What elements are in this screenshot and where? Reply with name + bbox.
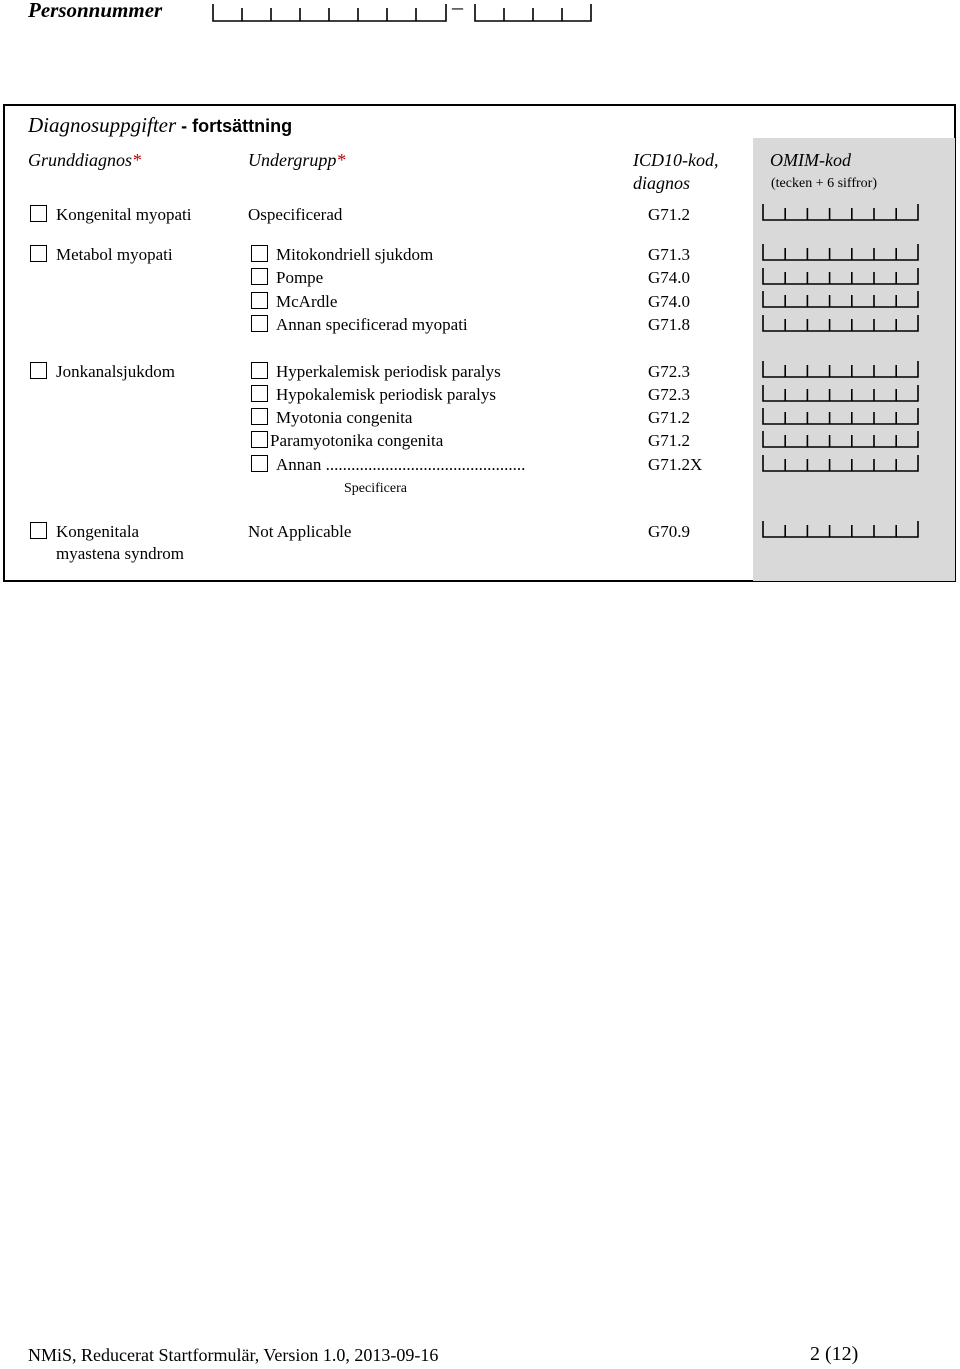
col-header-omim-note: (tecken + 6 siffror) bbox=[771, 176, 877, 191]
omim-code-field[interactable] bbox=[762, 455, 922, 478]
omim-code-field[interactable] bbox=[762, 315, 922, 338]
omim-code-field[interactable] bbox=[762, 204, 922, 227]
subgroup-hyperkalemisk: Hyperkalemisk periodisk paralys bbox=[276, 362, 501, 381]
omim-code-field[interactable] bbox=[762, 385, 922, 408]
checkbox-hypokalemisk[interactable] bbox=[251, 385, 268, 402]
subgroup-not-applicable: Not Applicable bbox=[248, 522, 352, 541]
subgroup-pompe: Pompe bbox=[276, 268, 324, 287]
group-label-jonkanalsjukdom: Jonkanalsjukdom bbox=[56, 362, 175, 381]
omim-code-field[interactable] bbox=[762, 521, 922, 544]
group-label-metabol-myopati: Metabol myopati bbox=[56, 245, 173, 264]
icd-code: G71.2 bbox=[648, 408, 691, 427]
checkbox-annan-specificerad-myopati[interactable] bbox=[251, 315, 268, 332]
col-header-omim: OMIM-kod bbox=[770, 150, 851, 170]
page-number: 2 (12) bbox=[810, 1343, 859, 1365]
omim-code-field[interactable] bbox=[762, 244, 922, 267]
omim-code-field[interactable] bbox=[762, 408, 922, 431]
icd-code: G72.3 bbox=[648, 385, 691, 404]
omim-code-field[interactable] bbox=[762, 268, 922, 291]
col-header-undergrupp-text: Undergrupp bbox=[248, 150, 337, 170]
omim-code-field[interactable] bbox=[762, 361, 922, 384]
personnummer-suffix-field[interactable] bbox=[474, 4, 594, 22]
checkbox-annan[interactable] bbox=[251, 455, 268, 472]
icd-code: G72.3 bbox=[648, 362, 691, 381]
subgroup-myotonia-congenita: Myotonia congenita bbox=[276, 408, 413, 427]
required-mark: * bbox=[336, 150, 346, 170]
checkbox-kongenital-myopati[interactable] bbox=[30, 205, 47, 222]
checkbox-mcardle[interactable] bbox=[251, 292, 268, 309]
footer-version: NMiS, Reducerat Startformulär, Version 1.0, 2013-09-16 bbox=[28, 1345, 439, 1365]
section-title-suffix: - fortsättning bbox=[176, 116, 293, 136]
col-header-grunddiagnos-text: Grunddiagnos bbox=[28, 150, 133, 170]
subgroup-hypokalemisk: Hypokalemisk periodisk paralys bbox=[276, 385, 497, 404]
checkbox-myotonia-congenita[interactable] bbox=[251, 408, 268, 425]
subgroup-mitokondriell-sjukdom: Mitokondriell sjukdom bbox=[276, 245, 434, 264]
checkbox-kongenitala-myastena-syndrom[interactable] bbox=[30, 522, 47, 539]
checkbox-metabol-myopati[interactable] bbox=[30, 245, 47, 262]
subgroup-annan-specificerad-myopati: Annan specificerad myopati bbox=[276, 315, 468, 334]
col-header-icd10-line2: diagnos bbox=[633, 173, 691, 193]
subgroup-paramyotonika-congenita: Paramyotonika congenita bbox=[270, 431, 444, 450]
section-title-main: Diagnosuppgifter bbox=[28, 113, 177, 137]
icd-code: G70.9 bbox=[648, 522, 691, 541]
group-label-kongenital-myopati: Kongenital myopati bbox=[56, 205, 192, 224]
specify-label: Specificera bbox=[344, 481, 407, 496]
col-header-icd10: ICD10-kod, bbox=[633, 150, 719, 170]
omim-code-field[interactable] bbox=[762, 291, 922, 314]
checkbox-paramyotonika-congenita[interactable] bbox=[251, 431, 268, 448]
subgroup-ospecificerad: Ospecificerad bbox=[248, 205, 343, 224]
personnummer-date-field[interactable] bbox=[212, 4, 448, 22]
subgroup-annan-specify-field[interactable]: Annan ............................................... bbox=[276, 455, 526, 474]
required-mark: * bbox=[132, 150, 142, 170]
section-title bbox=[28, 113, 292, 138]
checkbox-mitokondriell-sjukdom[interactable] bbox=[251, 245, 268, 262]
omim-code-field[interactable] bbox=[762, 431, 922, 454]
subgroup-mcardle: McArdle bbox=[276, 292, 338, 311]
group-label-kongenitala: Kongenitala bbox=[56, 522, 140, 541]
icd-code: G71.8 bbox=[648, 315, 691, 334]
icd-code: G71.3 bbox=[648, 245, 691, 264]
group-label-myastena-syndrom: myastena syndrom bbox=[56, 544, 184, 563]
personnummer-label: Personnummer bbox=[28, 0, 163, 22]
icd-code: G74.0 bbox=[648, 292, 691, 311]
icd-code: G74.0 bbox=[648, 268, 691, 287]
checkbox-jonkanalsjukdom[interactable] bbox=[30, 362, 47, 379]
checkbox-pompe[interactable] bbox=[251, 268, 268, 285]
icd-code: G71.2 bbox=[648, 205, 691, 224]
icd-code: G71.2X bbox=[648, 455, 703, 474]
col-header-undergrupp bbox=[248, 150, 345, 171]
checkbox-hyperkalemisk[interactable] bbox=[251, 362, 268, 379]
personnummer-dash: – bbox=[452, 0, 463, 19]
icd-code: G71.2 bbox=[648, 431, 691, 450]
col-header-grunddiagnos bbox=[28, 150, 141, 171]
